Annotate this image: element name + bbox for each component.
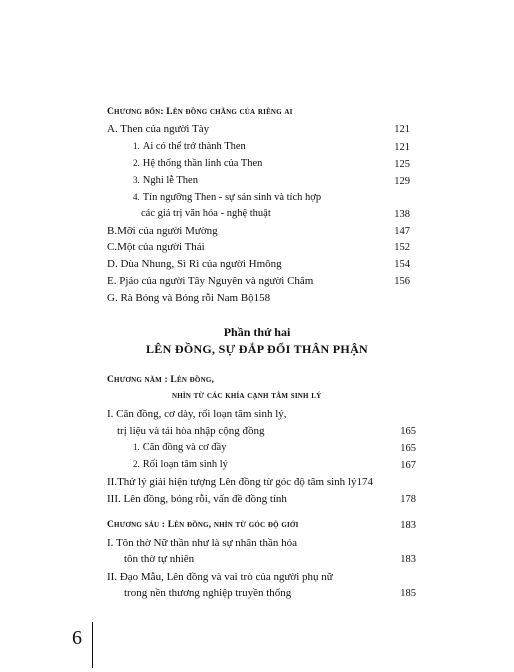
entry-label: Ai có thể trở thành Then [142, 141, 246, 152]
toc-entry-i: I. Căn đồng, cơ dày, rối loạn tâm sinh lý, [107, 408, 287, 420]
chapter-6-heading: Chương sáu : Lên đồng, nhìn từ góc độ giới [107, 520, 299, 530]
toc-page-number: 167 [400, 460, 416, 471]
toc-entry-continued: trị liệu và tái hòa nhập cộng đồng [117, 425, 265, 437]
toc-entry-ii: II.Thử lý giải hiện tượng Lên đồng từ góc độ tâm sinh lý174 [107, 476, 373, 488]
toc-page-number: 165 [400, 426, 416, 437]
toc-subentry [133, 176, 198, 187]
toc-subentry [133, 443, 226, 454]
toc-entry-g: G. Rà Bóng và Bóng rỗi Nam Bộ158 [107, 292, 271, 304]
part-label: Phần thứ hai [223, 325, 291, 339]
toc-page-number: 138 [394, 209, 410, 220]
entry-number: 1. [133, 141, 140, 151]
toc-subentry [133, 460, 228, 471]
toc-page-number: 121 [394, 142, 410, 153]
toc-page-number: 152 [394, 242, 410, 253]
toc-entry-continued: tôn thờ tự nhiên [124, 553, 195, 565]
toc-subentry [133, 142, 246, 153]
toc-page-number: 129 [394, 176, 410, 187]
chapter-5-subheading: nhìn từ các khía cạnh tâm sinh lý [172, 391, 322, 401]
toc-subentry [133, 159, 262, 170]
entry-number: 3. [133, 175, 140, 185]
toc-page-number: 183 [400, 520, 416, 531]
toc-page-number: 147 [394, 226, 410, 237]
page-number: 6 [72, 627, 82, 649]
entry-label: Rối loạn tâm sinh lý [142, 459, 228, 470]
entry-label: Hệ thống thần linh của Then [142, 158, 263, 169]
toc-entry-b: B.Mỡi của người Mường [107, 225, 218, 237]
toc-entry-iii: III. Lên đồng, bóng rỗi, vấn đề đồng tính [107, 493, 287, 505]
entry-number: 2. [133, 459, 140, 469]
chapter-4-heading: Chương bốn: Lên đồng chẳng của riêng ai [107, 107, 293, 117]
toc-page-number: 183 [400, 554, 416, 565]
toc-page-number: 154 [394, 259, 410, 270]
entry-number: 2. [133, 158, 140, 168]
toc-page-number: 178 [400, 494, 416, 505]
toc-entry-continued: trong nền thương nghiệp truyền thống [124, 587, 292, 599]
toc-subentry [133, 193, 321, 204]
toc-entry-ii: II. Đạo Mẫu, Lên đồng và vai trò của người phụ nữ [107, 571, 333, 583]
toc-entry-i: I. Tôn thờ Nữ thần như là sự nhân thần hóa [107, 537, 297, 549]
toc-entry-a: A. Then của người Tày [107, 123, 210, 135]
toc-page-number: 165 [400, 443, 416, 454]
toc-entry-d: D. Dùa Nhung, Sì Rì của người Hmông [107, 258, 282, 270]
entry-label: Căn đồng và cơ đầy [142, 442, 227, 453]
toc-entry-e: E. Pjảo của người Tây Nguyên và người Chăm [107, 275, 314, 287]
toc-page-number: 156 [394, 276, 410, 287]
chapter-5-heading: Chương năm : Lên đồng, [107, 375, 215, 385]
entry-number: 4. [133, 192, 140, 202]
entry-label: Tín ngưỡng Then - sự sản sinh và tích hợp [142, 192, 322, 203]
toc-page-number: 185 [400, 588, 416, 599]
toc-page-number: 121 [394, 124, 410, 135]
folio-rule [92, 622, 93, 668]
toc-page-number: 125 [394, 159, 410, 170]
entry-label: Nghi lễ Then [142, 175, 198, 186]
toc-entry-c: C.Một của người Thái [107, 241, 205, 253]
part-title: LÊN ĐỒNG, SỰ ĐẮP ĐỔI THÂN PHẬN [145, 342, 369, 356]
entry-number: 1. [133, 442, 140, 452]
toc-subentry-continued: các giá trị văn hóa - nghệ thuật [141, 208, 271, 219]
